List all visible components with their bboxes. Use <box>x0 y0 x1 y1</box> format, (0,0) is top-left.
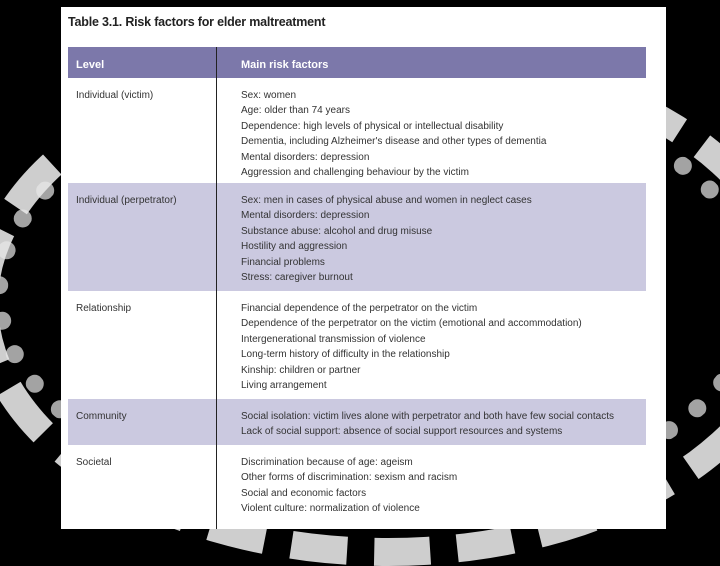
row-level: Community <box>76 411 127 422</box>
factor-list <box>241 455 457 517</box>
factor-list <box>241 409 614 440</box>
list-item: Intergenerational transmission of violence <box>241 333 426 345</box>
list-item: Lack of social support: absence of social support resources and systems <box>241 426 563 438</box>
table-title: Table 3.1. Risk factors for elder maltreatment <box>68 15 326 29</box>
row-level: Relationship <box>76 303 132 314</box>
factor-list <box>241 88 546 180</box>
list-item: Mental disorders: depression <box>241 151 370 163</box>
list-item: Dependence of the perpetrator on the victim (emotional and accommodation) <box>241 318 582 330</box>
list-item: Age: older than 74 years <box>241 105 350 117</box>
row-level: Societal <box>76 457 112 468</box>
document-page <box>61 7 666 529</box>
list-item: Living arrangement <box>241 380 327 392</box>
list-item: Dementia, including Alzheimer's disease and other types of dementia <box>241 136 547 148</box>
list-item: Substance abuse: alcohol and drug misuse <box>241 225 433 237</box>
list-item: Stress: caregiver burnout <box>241 272 353 284</box>
row-level: Individual (perpetrator) <box>76 195 177 206</box>
row-level: Individual (victim) <box>76 90 154 101</box>
list-item: Financial dependence of the perpetrator on the victim <box>241 303 478 314</box>
header-factors: Main risk factors <box>241 59 329 71</box>
list-item: Discrimination because of age: ageism <box>241 457 413 468</box>
column-divider <box>216 47 217 529</box>
list-item: Kinship: children or partner <box>241 364 361 376</box>
factor-list <box>241 193 532 285</box>
table-row <box>68 183 646 291</box>
list-item: Hostility and aggression <box>241 241 348 253</box>
list-item: Social and economic factors <box>241 487 367 499</box>
list-item: Sex: women <box>241 90 297 101</box>
list-item: Violent culture: normalization of violence <box>241 503 420 515</box>
list-item: Long-term history of difficulty in the relationship <box>241 349 450 361</box>
table-row <box>68 445 646 529</box>
table-header <box>68 47 646 78</box>
list-item: Aggression and challenging behaviour by the victim <box>241 167 469 179</box>
list-item: Mental disorders: depression <box>241 210 370 222</box>
table-row <box>68 78 646 183</box>
list-item: Financial problems <box>241 256 325 268</box>
list-item: Social isolation: victim lives alone with perpetrator and both have few social contacts <box>241 411 614 422</box>
list-item: Dependence: high levels of physical or intellectual disability <box>241 120 504 132</box>
table-row <box>68 291 646 399</box>
header-level: Level <box>76 59 105 71</box>
factor-list <box>241 301 582 393</box>
list-item: Sex: men in cases of physical abuse and women in neglect cases <box>241 195 532 206</box>
table-row <box>68 399 646 445</box>
list-item: Other forms of discrimination: sexism and racism <box>241 472 458 484</box>
